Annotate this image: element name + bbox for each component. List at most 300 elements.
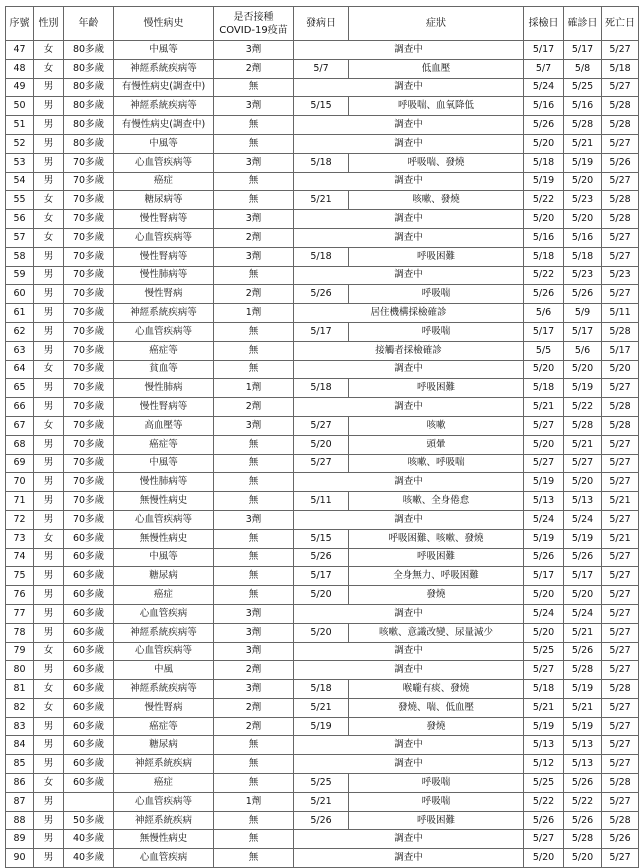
cell-age: 60多歲 bbox=[64, 567, 114, 586]
cell-history: 癌症 bbox=[114, 172, 214, 191]
cell-id: 60 bbox=[6, 285, 34, 304]
cell-history: 有慢性病史(調查中) bbox=[114, 116, 214, 135]
cell-test-date: 5/27 bbox=[524, 830, 564, 849]
cell-age: 60多歲 bbox=[64, 774, 114, 793]
cell-id: 51 bbox=[6, 116, 34, 135]
cell-symptom: 咳嗽 bbox=[349, 416, 524, 435]
cell-age: 80多歲 bbox=[64, 116, 114, 135]
cell-symptom: 調查中 bbox=[294, 134, 524, 153]
cell-confirm-date: 5/25 bbox=[564, 78, 602, 97]
cell-id: 58 bbox=[6, 247, 34, 266]
cell-death-date: 5/27 bbox=[602, 134, 639, 153]
cell-sex: 男 bbox=[34, 661, 64, 680]
cell-id: 67 bbox=[6, 416, 34, 435]
cell-death-date: 5/28 bbox=[602, 116, 639, 135]
cell-symptom: 咳嗽、發燒 bbox=[349, 191, 524, 210]
cell-vaccine: 1劑 bbox=[214, 379, 294, 398]
cell-test-date: 5/20 bbox=[524, 849, 564, 868]
cell-sex: 女 bbox=[34, 228, 64, 247]
cell-confirm-date: 5/28 bbox=[564, 830, 602, 849]
cell-symptom: 呼吸喘、發燒 bbox=[349, 153, 524, 172]
cell-test-date: 5/20 bbox=[524, 134, 564, 153]
cell-history: 心血管疾病等 bbox=[114, 510, 214, 529]
table-row bbox=[6, 586, 639, 605]
cell-age: 80多歲 bbox=[64, 134, 114, 153]
cell-confirm-date: 5/28 bbox=[564, 416, 602, 435]
cell-id: 65 bbox=[6, 379, 34, 398]
cell-vaccine: 3劑 bbox=[214, 642, 294, 661]
cell-test-date: 5/25 bbox=[524, 774, 564, 793]
cell-confirm-date: 5/13 bbox=[564, 736, 602, 755]
cell-death-date: 5/27 bbox=[602, 642, 639, 661]
cell-death-date: 5/27 bbox=[602, 755, 639, 774]
cell-symptom: 頭暈 bbox=[349, 435, 524, 454]
cell-test-date: 5/17 bbox=[524, 41, 564, 60]
cell-history: 心血管疾病等 bbox=[114, 642, 214, 661]
cell-confirm-date: 5/8 bbox=[564, 59, 602, 78]
table-row bbox=[6, 228, 639, 247]
table-row bbox=[6, 642, 639, 661]
table-row bbox=[6, 78, 639, 97]
cell-test-date: 5/26 bbox=[524, 811, 564, 830]
cell-death-date: 5/27 bbox=[602, 473, 639, 492]
cell-vaccine: 無 bbox=[214, 78, 294, 97]
cell-history: 高血壓等 bbox=[114, 416, 214, 435]
cell-confirm-date: 5/19 bbox=[564, 379, 602, 398]
cell-sex: 男 bbox=[34, 134, 64, 153]
table-row bbox=[6, 322, 639, 341]
cell-confirm-date: 5/16 bbox=[564, 97, 602, 116]
cell-vaccine: 無 bbox=[214, 774, 294, 793]
table-row bbox=[6, 398, 639, 417]
cell-test-date: 5/18 bbox=[524, 247, 564, 266]
cell-death-date: 5/26 bbox=[602, 153, 639, 172]
cell-symptom: 調查中 bbox=[294, 266, 524, 285]
cell-death-date: 5/27 bbox=[602, 586, 639, 605]
cell-vaccine: 3劑 bbox=[214, 153, 294, 172]
header-id: 序號 bbox=[6, 7, 34, 41]
cell-vaccine: 3劑 bbox=[214, 247, 294, 266]
cell-history: 中風 bbox=[114, 661, 214, 680]
cell-id: 55 bbox=[6, 191, 34, 210]
cell-vaccine: 無 bbox=[214, 266, 294, 285]
cell-symptom: 發燒 bbox=[349, 586, 524, 605]
cell-death-date: 5/27 bbox=[602, 548, 639, 567]
cell-test-date: 5/13 bbox=[524, 492, 564, 511]
cell-confirm-date: 5/19 bbox=[564, 529, 602, 548]
cell-sex: 男 bbox=[34, 116, 64, 135]
cell-history: 神經系統疾病 bbox=[114, 755, 214, 774]
cell-symptom: 呼吸喘、血氧降低 bbox=[349, 97, 524, 116]
cell-sex: 男 bbox=[34, 266, 64, 285]
cell-id: 87 bbox=[6, 792, 34, 811]
cell-sex: 男 bbox=[34, 78, 64, 97]
cell-death-date: 5/27 bbox=[602, 379, 639, 398]
cell-death-date: 5/21 bbox=[602, 492, 639, 511]
cell-onset: 5/27 bbox=[294, 454, 349, 473]
cell-symptom: 調查中 bbox=[294, 736, 524, 755]
cell-test-date: 5/12 bbox=[524, 755, 564, 774]
cell-vaccine: 3劑 bbox=[214, 97, 294, 116]
cell-age: 50多歲 bbox=[64, 811, 114, 830]
cell-id: 50 bbox=[6, 97, 34, 116]
cell-test-date: 5/5 bbox=[524, 341, 564, 360]
cell-test-date: 5/26 bbox=[524, 285, 564, 304]
header-age: 年齡 bbox=[64, 7, 114, 41]
cell-vaccine: 無 bbox=[214, 567, 294, 586]
cell-confirm-date: 5/26 bbox=[564, 774, 602, 793]
cell-test-date: 5/18 bbox=[524, 680, 564, 699]
cell-symptom: 呼吸喘 bbox=[349, 285, 524, 304]
table-row bbox=[6, 792, 639, 811]
cell-history: 心血管疾病 bbox=[114, 849, 214, 868]
table-row bbox=[6, 510, 639, 529]
cell-test-date: 5/20 bbox=[524, 435, 564, 454]
cell-history: 慢性肺病等 bbox=[114, 473, 214, 492]
cell-death-date: 5/28 bbox=[602, 774, 639, 793]
cell-id: 79 bbox=[6, 642, 34, 661]
cell-test-date: 5/20 bbox=[524, 210, 564, 229]
cell-age: 60多歲 bbox=[64, 717, 114, 736]
cell-death-date: 5/27 bbox=[602, 717, 639, 736]
cell-test-date: 5/19 bbox=[524, 717, 564, 736]
cell-symptom: 呼吸喘 bbox=[349, 792, 524, 811]
cell-test-date: 5/21 bbox=[524, 698, 564, 717]
cell-age: 70多歲 bbox=[64, 435, 114, 454]
cell-confirm-date: 5/26 bbox=[564, 642, 602, 661]
cell-death-date: 5/27 bbox=[602, 849, 639, 868]
cell-history: 神經系統疾病等 bbox=[114, 97, 214, 116]
cell-id: 88 bbox=[6, 811, 34, 830]
cell-id: 80 bbox=[6, 661, 34, 680]
cell-confirm-date: 5/28 bbox=[564, 661, 602, 680]
cell-sex: 男 bbox=[34, 717, 64, 736]
cell-sex: 男 bbox=[34, 153, 64, 172]
cell-id: 86 bbox=[6, 774, 34, 793]
cell-id: 56 bbox=[6, 210, 34, 229]
table-body bbox=[6, 41, 639, 868]
cell-test-date: 5/24 bbox=[524, 604, 564, 623]
cell-death-date: 5/28 bbox=[602, 191, 639, 210]
cell-onset: 5/18 bbox=[294, 247, 349, 266]
cell-confirm-date: 5/21 bbox=[564, 623, 602, 642]
cell-confirm-date: 5/19 bbox=[564, 680, 602, 699]
cell-sex: 男 bbox=[34, 830, 64, 849]
cell-id: 62 bbox=[6, 322, 34, 341]
table-row bbox=[6, 473, 639, 492]
cell-age: 70多歲 bbox=[64, 247, 114, 266]
cell-age: 70多歲 bbox=[64, 454, 114, 473]
cell-sex: 男 bbox=[34, 379, 64, 398]
cell-id: 84 bbox=[6, 736, 34, 755]
cell-death-date: 5/21 bbox=[602, 529, 639, 548]
cell-age: 60多歲 bbox=[64, 529, 114, 548]
cell-history: 無慢性病史 bbox=[114, 830, 214, 849]
cell-sex: 男 bbox=[34, 510, 64, 529]
cell-onset: 5/20 bbox=[294, 623, 349, 642]
cell-age: 60多歲 bbox=[64, 736, 114, 755]
cell-confirm-date: 5/17 bbox=[564, 41, 602, 60]
cell-age: 70多歲 bbox=[64, 416, 114, 435]
cell-test-date: 5/20 bbox=[524, 623, 564, 642]
table-row bbox=[6, 548, 639, 567]
cell-vaccine: 3劑 bbox=[214, 416, 294, 435]
cell-id: 85 bbox=[6, 755, 34, 774]
cell-age: 70多歲 bbox=[64, 285, 114, 304]
table-row bbox=[6, 97, 639, 116]
cell-test-date: 5/20 bbox=[524, 586, 564, 605]
cell-death-date: 5/18 bbox=[602, 59, 639, 78]
cell-onset: 5/18 bbox=[294, 379, 349, 398]
cell-onset: 5/21 bbox=[294, 792, 349, 811]
cell-test-date: 5/19 bbox=[524, 473, 564, 492]
cell-history: 慢性肺病等 bbox=[114, 266, 214, 285]
cell-death-date: 5/27 bbox=[602, 435, 639, 454]
cell-sex: 男 bbox=[34, 755, 64, 774]
cell-symptom: 呼吸困難 bbox=[349, 247, 524, 266]
cell-history: 慢性腎病 bbox=[114, 698, 214, 717]
cell-symptom: 接觸者採檢確診 bbox=[294, 341, 524, 360]
cell-symptom: 調查中 bbox=[294, 116, 524, 135]
cell-sex: 男 bbox=[34, 736, 64, 755]
cell-onset: 5/20 bbox=[294, 435, 349, 454]
cell-vaccine: 2劑 bbox=[214, 59, 294, 78]
header-vaccine: 是否接種COVID-19疫苗 bbox=[214, 7, 294, 41]
cell-death-date: 5/28 bbox=[602, 322, 639, 341]
table-row bbox=[6, 191, 639, 210]
cell-onset: 5/21 bbox=[294, 698, 349, 717]
cell-vaccine: 3劑 bbox=[214, 41, 294, 60]
cell-onset: 5/26 bbox=[294, 285, 349, 304]
cell-sex: 女 bbox=[34, 210, 64, 229]
cell-history: 糖尿病 bbox=[114, 567, 214, 586]
cell-age: 70多歲 bbox=[64, 360, 114, 379]
cell-vaccine: 3劑 bbox=[214, 604, 294, 623]
header-test-date: 採檢日 bbox=[524, 7, 564, 41]
cell-death-date: 5/28 bbox=[602, 416, 639, 435]
cell-sex: 男 bbox=[34, 849, 64, 868]
cell-vaccine: 2劑 bbox=[214, 698, 294, 717]
cell-symptom: 呼吸困難 bbox=[349, 811, 524, 830]
cell-symptom: 發燒、喘、低血壓 bbox=[349, 698, 524, 717]
cell-test-date: 5/22 bbox=[524, 792, 564, 811]
cell-death-date: 5/27 bbox=[602, 623, 639, 642]
cell-confirm-date: 5/22 bbox=[564, 398, 602, 417]
cell-history: 心血管疾病 bbox=[114, 604, 214, 623]
cell-onset: 5/25 bbox=[294, 774, 349, 793]
cell-test-date: 5/17 bbox=[524, 567, 564, 586]
table-row bbox=[6, 379, 639, 398]
table-row bbox=[6, 304, 639, 323]
cell-symptom: 咳嗽、意識改變、尿量減少 bbox=[349, 623, 524, 642]
cell-age: 70多歲 bbox=[64, 322, 114, 341]
cell-id: 47 bbox=[6, 41, 34, 60]
cell-age: 70多歲 bbox=[64, 304, 114, 323]
cell-test-date: 5/27 bbox=[524, 661, 564, 680]
cell-age: 40多歲 bbox=[64, 849, 114, 868]
header-symptom: 症狀 bbox=[349, 7, 524, 41]
cell-id: 89 bbox=[6, 830, 34, 849]
cell-vaccine: 無 bbox=[214, 322, 294, 341]
cell-vaccine: 無 bbox=[214, 191, 294, 210]
cell-id: 73 bbox=[6, 529, 34, 548]
cell-sex: 女 bbox=[34, 642, 64, 661]
cell-sex: 男 bbox=[34, 398, 64, 417]
cell-confirm-date: 5/26 bbox=[564, 548, 602, 567]
cell-confirm-date: 5/26 bbox=[564, 285, 602, 304]
cell-confirm-date: 5/26 bbox=[564, 811, 602, 830]
cell-sex: 男 bbox=[34, 492, 64, 511]
cell-age: 70多歲 bbox=[64, 473, 114, 492]
cell-vaccine: 無 bbox=[214, 473, 294, 492]
table-row bbox=[6, 153, 639, 172]
cell-sex: 女 bbox=[34, 698, 64, 717]
cell-death-date: 5/27 bbox=[602, 172, 639, 191]
table-row bbox=[6, 454, 639, 473]
cell-confirm-date: 5/19 bbox=[564, 717, 602, 736]
cell-age: 70多歲 bbox=[64, 492, 114, 511]
cell-vaccine: 2劑 bbox=[214, 661, 294, 680]
cell-sex: 男 bbox=[34, 97, 64, 116]
cell-id: 71 bbox=[6, 492, 34, 511]
cell-confirm-date: 5/9 bbox=[564, 304, 602, 323]
table-row bbox=[6, 736, 639, 755]
cell-age: 80多歲 bbox=[64, 78, 114, 97]
cell-history: 癌症等 bbox=[114, 435, 214, 454]
cell-vaccine: 無 bbox=[214, 360, 294, 379]
header-sex: 性別 bbox=[34, 7, 64, 41]
cell-id: 52 bbox=[6, 134, 34, 153]
cell-history: 慢性腎病等 bbox=[114, 398, 214, 417]
cell-death-date: 5/23 bbox=[602, 266, 639, 285]
cell-death-date: 5/27 bbox=[602, 228, 639, 247]
table-row bbox=[6, 492, 639, 511]
table-row bbox=[6, 360, 639, 379]
cell-history: 糖尿病 bbox=[114, 736, 214, 755]
cell-death-date: 5/27 bbox=[602, 567, 639, 586]
table-row bbox=[6, 661, 639, 680]
cell-sex: 男 bbox=[34, 172, 64, 191]
header-onset: 發病日 bbox=[294, 7, 349, 41]
cell-vaccine: 3劑 bbox=[214, 623, 294, 642]
cell-vaccine: 無 bbox=[214, 755, 294, 774]
cell-death-date: 5/27 bbox=[602, 285, 639, 304]
cell-confirm-date: 5/6 bbox=[564, 341, 602, 360]
cell-test-date: 5/27 bbox=[524, 454, 564, 473]
cell-death-date: 5/28 bbox=[602, 97, 639, 116]
cell-id: 69 bbox=[6, 454, 34, 473]
header-row bbox=[6, 7, 639, 41]
cell-confirm-date: 5/20 bbox=[564, 586, 602, 605]
cell-onset: 5/7 bbox=[294, 59, 349, 78]
cell-history: 神經系統疾病 bbox=[114, 811, 214, 830]
cell-symptom: 調查中 bbox=[294, 360, 524, 379]
cell-confirm-date: 5/24 bbox=[564, 604, 602, 623]
cell-confirm-date: 5/17 bbox=[564, 322, 602, 341]
table-row bbox=[6, 41, 639, 60]
cell-death-date: 5/28 bbox=[602, 210, 639, 229]
cell-confirm-date: 5/17 bbox=[564, 567, 602, 586]
cell-vaccine: 3劑 bbox=[214, 510, 294, 529]
cell-symptom: 調查中 bbox=[294, 510, 524, 529]
cell-sex: 男 bbox=[34, 548, 64, 567]
cell-test-date: 5/22 bbox=[524, 266, 564, 285]
table-row bbox=[6, 529, 639, 548]
cell-onset: 5/19 bbox=[294, 717, 349, 736]
cell-symptom: 低血壓 bbox=[349, 59, 524, 78]
cell-death-date: 5/17 bbox=[602, 341, 639, 360]
cell-vaccine: 無 bbox=[214, 134, 294, 153]
cell-symptom: 調查中 bbox=[294, 228, 524, 247]
cell-vaccine: 1劑 bbox=[214, 792, 294, 811]
table-row bbox=[6, 830, 639, 849]
cell-confirm-date: 5/24 bbox=[564, 510, 602, 529]
cell-symptom: 調查中 bbox=[294, 661, 524, 680]
cell-age: 60多歲 bbox=[64, 661, 114, 680]
cell-history: 心血管疾病等 bbox=[114, 228, 214, 247]
cell-sex: 男 bbox=[34, 435, 64, 454]
cell-vaccine: 3劑 bbox=[214, 210, 294, 229]
table-row bbox=[6, 59, 639, 78]
cell-history: 慢性腎病等 bbox=[114, 210, 214, 229]
cell-id: 61 bbox=[6, 304, 34, 323]
cell-sex: 男 bbox=[34, 454, 64, 473]
cell-id: 53 bbox=[6, 153, 34, 172]
table-row bbox=[6, 116, 639, 135]
cell-sex: 男 bbox=[34, 792, 64, 811]
cell-confirm-date: 5/20 bbox=[564, 849, 602, 868]
cell-test-date: 5/25 bbox=[524, 642, 564, 661]
cell-symptom: 調查中 bbox=[294, 172, 524, 191]
cell-onset: 5/15 bbox=[294, 529, 349, 548]
cell-age: 60多歲 bbox=[64, 623, 114, 642]
cell-test-date: 5/18 bbox=[524, 379, 564, 398]
cell-test-date: 5/26 bbox=[524, 116, 564, 135]
cell-confirm-date: 5/23 bbox=[564, 191, 602, 210]
cell-vaccine: 2劑 bbox=[214, 398, 294, 417]
cell-age: 70多歲 bbox=[64, 153, 114, 172]
cell-id: 81 bbox=[6, 680, 34, 699]
cell-age: 70多歲 bbox=[64, 210, 114, 229]
cell-symptom: 調查中 bbox=[294, 473, 524, 492]
cell-vaccine: 3劑 bbox=[214, 680, 294, 699]
cell-symptom: 呼吸困難 bbox=[349, 548, 524, 567]
cell-test-date: 5/22 bbox=[524, 191, 564, 210]
header-confirm-date: 確診日 bbox=[564, 7, 602, 41]
table-row bbox=[6, 341, 639, 360]
cell-vaccine: 無 bbox=[214, 586, 294, 605]
cell-sex: 男 bbox=[34, 623, 64, 642]
cell-confirm-date: 5/28 bbox=[564, 116, 602, 135]
cell-sex: 女 bbox=[34, 191, 64, 210]
cell-sex: 女 bbox=[34, 360, 64, 379]
cell-sex: 男 bbox=[34, 285, 64, 304]
cell-sex: 男 bbox=[34, 473, 64, 492]
cell-sex: 女 bbox=[34, 680, 64, 699]
cell-onset: 5/11 bbox=[294, 492, 349, 511]
cell-confirm-date: 5/18 bbox=[564, 247, 602, 266]
cell-death-date: 5/20 bbox=[602, 360, 639, 379]
cell-id: 76 bbox=[6, 586, 34, 605]
cell-vaccine: 無 bbox=[214, 830, 294, 849]
cell-symptom: 調查中 bbox=[294, 755, 524, 774]
cell-test-date: 5/20 bbox=[524, 360, 564, 379]
cell-symptom: 咳嗽、全身倦怠 bbox=[349, 492, 524, 511]
cell-onset: 5/18 bbox=[294, 680, 349, 699]
cell-death-date: 5/27 bbox=[602, 698, 639, 717]
table-row bbox=[6, 680, 639, 699]
cell-history: 癌症 bbox=[114, 586, 214, 605]
